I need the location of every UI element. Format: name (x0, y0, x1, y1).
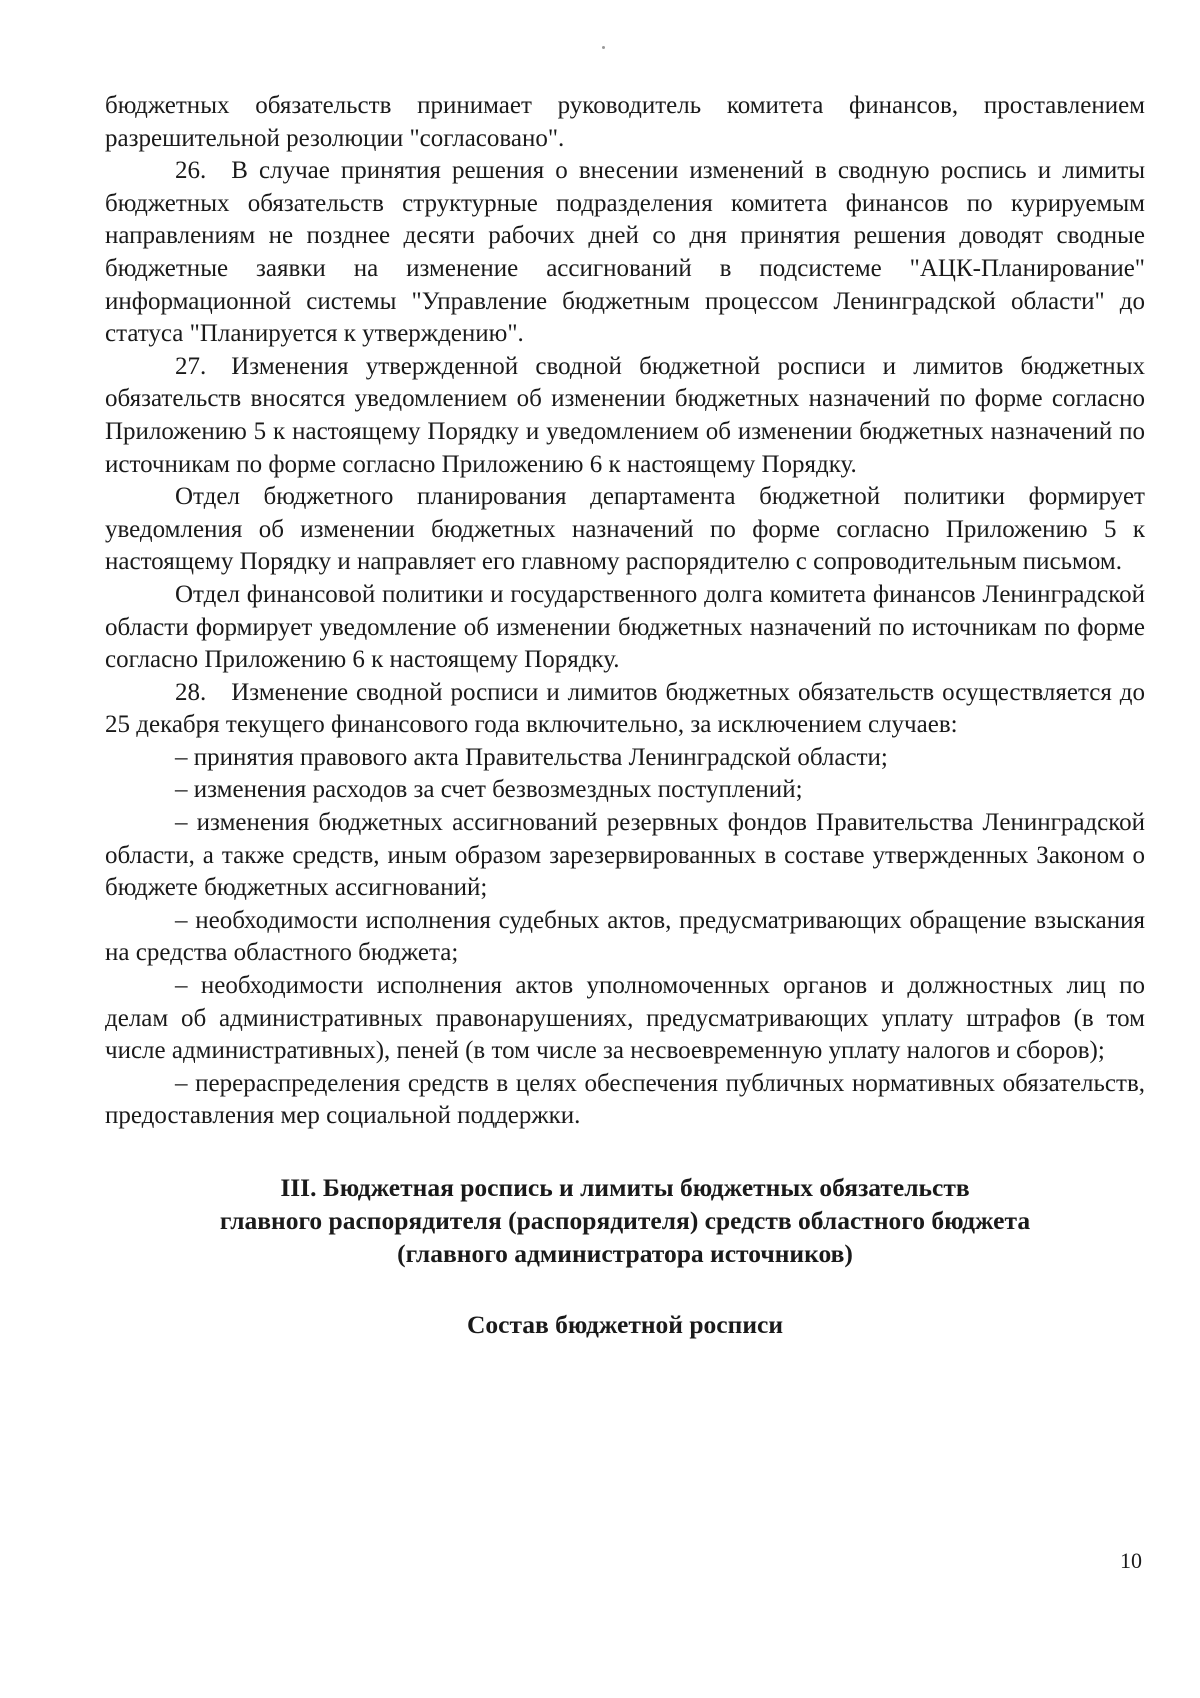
page-number: 10 (1120, 1548, 1142, 1573)
section-heading-line-1: III. Бюджетная роспись и лимиты бюджетных обязательств (280, 1173, 970, 1202)
list-item-public-obligations: – перераспределения средств в целях обеспечения публичных нормативных обязательств, предоставления мер социальной поддержки. (105, 1069, 1145, 1130)
list-item-legal-act: – принятия правового акта Правительства Ленинградской области; (175, 743, 888, 771)
scan-speck (602, 46, 605, 49)
list-item-gratuitous-receipts: – изменения расходов за счет безвозмездных поступлений; (175, 776, 803, 804)
section-heading (105, 1171, 1145, 1270)
paragraph-item-26: 26. В случае принятия решения о внесении изменений в сводную роспись и лимиты бюджетных обязательств структурные подразделения комитета финансов по курируемым направлениям не позднее десяти рабочих дней со дня принятия решения доводят сводные бюджетные заявки на изменение ассигнований в подсистеме "АЦК-Планирование" информационной системы "Управление бюджетным процессом Ленинградской области" до статуса "Планируется к утверждению". (105, 157, 1145, 348)
paragraph-finance-policy-dept: Отдел финансовой политики и государственного долга комитета финансов Ленинградской области формирует уведомление об изменении бюджетных назначений по источникам по форме согласно Приложению 6 к настоящему Порядку. (105, 580, 1145, 674)
section-heading-line-3: (главного администратора источников) (397, 1239, 853, 1268)
section-heading-line-2: главного распорядителя (распорядителя) средств областного бюджета (219, 1206, 1031, 1235)
paragraph-continuation: бюджетных обязательств принимает руководитель комитета финансов, проставлением разрешительной резолюции "согласовано". (105, 92, 1145, 152)
list-item-reserve-funds: – изменения бюджетных ассигнований резервных фондов Правительства Ленинградской области, а также средств, иным образом зарезервированных в составе утвержденных Законом о бюджете бюджетных ассигнований; (105, 809, 1145, 902)
document-page (105, 90, 1145, 1341)
subheading: Состав бюджетной росписи (466, 1310, 784, 1339)
paragraph-budget-planning-dept: Отдел бюджетного планирования департамента бюджетной политики формирует уведомления об изменении бюджетных назначений по форме согласно Приложению 5 к настоящему Порядку и направляет его главному распорядителю с сопроводительным письмом. (105, 483, 1145, 576)
paragraph-item-27: 27. Изменения утвержденной сводной бюджетной росписи и лимитов бюджетных обязательств вносятся уведомлением об изменении бюджетных назначений по форме согласно Приложению 5 к настоящему Порядку и уведомлением об изменении бюджетных назначений по источникам по форме согласно Приложению 6 к настоящему Порядку. (105, 352, 1145, 478)
list-item-administrative-acts: – необходимости исполнения актов уполномоченных органов и должностных лиц по делам об административных правонарушениях, предусматривающих уплату штрафов (в том числе административных), пеней (в том числе за несвоевременную уплату налогов и сборов); (105, 972, 1145, 1065)
list-item-court-acts: – необходимости исполнения судебных актов, предусматривающих обращение взыскания на средства областного бюджета; (105, 906, 1145, 967)
paragraph-item-28: 28. Изменение сводной росписи и лимитов бюджетных обязательств осуществляется до 25 декабря текущего финансового года включительно, за исключением случаев: (105, 678, 1145, 739)
